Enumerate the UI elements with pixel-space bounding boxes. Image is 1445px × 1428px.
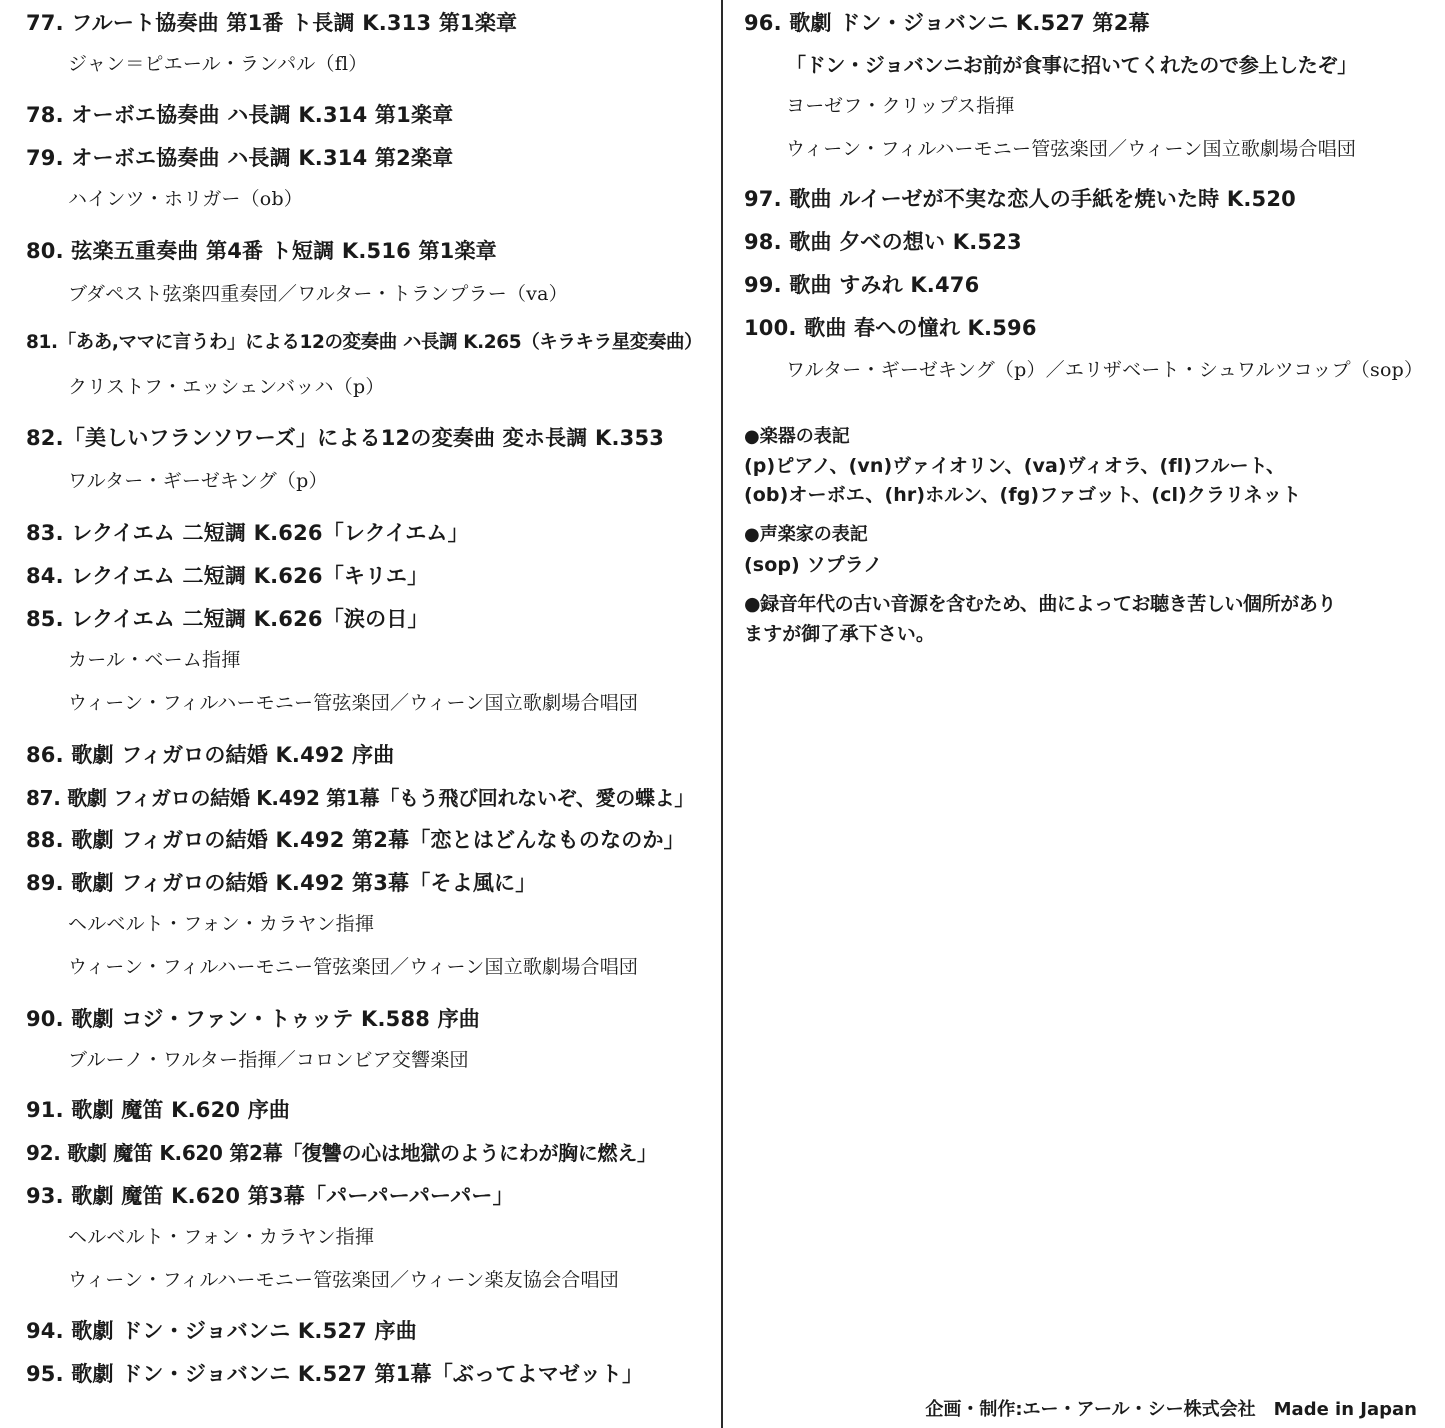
track-item: 92. 歌劇 魔笛 K.620 第2幕「復讐の心は地獄のようにわが胸に燃え」 — [26, 1141, 657, 1165]
performer-line: ヘルベルト・フォン・カラヤン指揮 — [68, 1226, 375, 1248]
note-line: (ob)オーボエ、(hr)ホルン、(fg)ファゴット、(cl)クラリネット — [744, 484, 1302, 506]
note-line: ●録音年代の古い音源を含むため、曲によってお聴き苦しい個所があり — [744, 593, 1337, 615]
track-item: 79. オーボエ協奏曲 ハ長調 K.314 第2楽章 — [26, 146, 454, 170]
track-item: 91. 歌劇 魔笛 K.620 序曲 — [26, 1098, 291, 1122]
track-item: 87. 歌劇 フィガロの結婚 K.492 第1幕「もう飛び回れないぞ、愛の蝶よ」 — [26, 786, 695, 810]
performer-line: ウィーン・フィルハーモニー管弦楽団／ウィーン国立歌劇場合唱団 — [786, 138, 1357, 160]
track-item: 82.「美しいフランソワーズ」による12の変奏曲 変ホ長調 K.353 — [26, 426, 665, 450]
performer-line: ウィーン・フィルハーモニー管弦楽団／ウィーン国立歌劇場合唱団 — [68, 692, 639, 714]
track-item: 96. 歌劇 ドン・ジョバンニ K.527 第2幕 — [744, 11, 1150, 35]
track-item: 95. 歌劇 ドン・ジョバンニ K.527 第1幕「ぶってよマゼット」 — [26, 1362, 644, 1386]
track-item: 97. 歌曲 ルイーゼが不実な恋人の手紙を焼いた時 K.520 — [744, 187, 1296, 211]
performer-line: ヘルベルト・フォン・カラヤン指揮 — [68, 913, 375, 935]
track-item: 84. レクイエム 二短調 K.626「キリエ」 — [26, 564, 429, 588]
performer-line: クリストフ・エッシェンバッハ（p） — [68, 376, 385, 398]
performer-line: ウィーン・フィルハーモニー管弦楽団／ウィーン楽友協会合唱団 — [68, 1269, 619, 1291]
track-item: 90. 歌劇 コジ・ファン・トゥッテ K.588 序曲 — [26, 1007, 480, 1031]
note-line: ますが御了承下さい。 — [744, 623, 936, 645]
performer-line: ブルーノ・ワルター指揮／コロンビア交響楽団 — [68, 1049, 469, 1071]
track-item: 88. 歌劇 フィガロの結婚 K.492 第2幕「恋とはどんなものなのか」 — [26, 828, 685, 852]
performer-line: ジャン＝ピエール・ランパル（fl） — [68, 53, 368, 75]
performer-line: 「ドン・ジョバンニお前が食事に招いてくれたので参上したぞ」 — [786, 53, 1357, 77]
track-item: 78. オーボエ協奏曲 ハ長調 K.314 第1楽章 — [26, 103, 454, 127]
track-item: 89. 歌劇 フィガロの結婚 K.492 第3幕「そよ風に」 — [26, 871, 537, 895]
note-line: (sop) ソプラノ — [744, 554, 883, 576]
note-heading: ●楽器の表記 — [744, 426, 850, 447]
track-item: 86. 歌劇 フィガロの結婚 K.492 序曲 — [26, 743, 395, 767]
performer-line: ヨーゼフ・クリップス指揮 — [786, 95, 1015, 117]
track-item: 99. 歌曲 すみれ K.476 — [744, 273, 980, 297]
track-item: 80. 弦楽五重奏曲 第4番 ト短調 K.516 第1楽章 — [26, 239, 497, 263]
footer-credit: 企画・制作:エー・アール・シー株式会社 Made in Japan — [925, 1399, 1417, 1420]
track-item: 94. 歌劇 ドン・ジョバンニ K.527 序曲 — [26, 1319, 417, 1343]
performer-line: ウィーン・フィルハーモニー管弦楽団／ウィーン国立歌劇場合唱団 — [68, 956, 639, 978]
performer-line: ブダペスト弦楽四重奏団／ワルター・トランプラー（va） — [68, 283, 568, 305]
track-item: 100. 歌曲 春への憧れ K.596 — [744, 316, 1037, 340]
column-divider — [721, 0, 723, 1428]
performer-line: ワルター・ギーゼキング（p） — [68, 470, 328, 492]
note-line: (p)ピアノ、(vn)ヴァイオリン、(va)ヴィオラ、(fl)フルート、 — [744, 455, 1286, 477]
track-item: 93. 歌劇 魔笛 K.620 第3幕「パーパーパーパー」 — [26, 1184, 514, 1208]
track-item: 77. フルート協奏曲 第1番 ト長調 K.313 第1楽章 — [26, 11, 518, 35]
track-item: 98. 歌曲 夕べの想い K.523 — [744, 230, 1022, 254]
track-item: 85. レクイエム 二短調 K.626「涙の日」 — [26, 607, 429, 631]
track-item: 83. レクイエム 二短調 K.626「レクイエム」 — [26, 521, 469, 545]
note-heading: ●声楽家の表記 — [744, 524, 868, 545]
performer-line: ハインツ・ホリガー（ob） — [68, 188, 304, 210]
performer-line: ワルター・ギーゼキング（p）／エリザベート・シュワルツコップ（sop） — [786, 359, 1424, 381]
performer-line: カール・ベーム指揮 — [68, 649, 241, 671]
track-item: 81.「ああ,ママに言うわ」による12の変奏曲 ハ長調 K.265（キラキラ星変奏曲） — [26, 332, 703, 353]
